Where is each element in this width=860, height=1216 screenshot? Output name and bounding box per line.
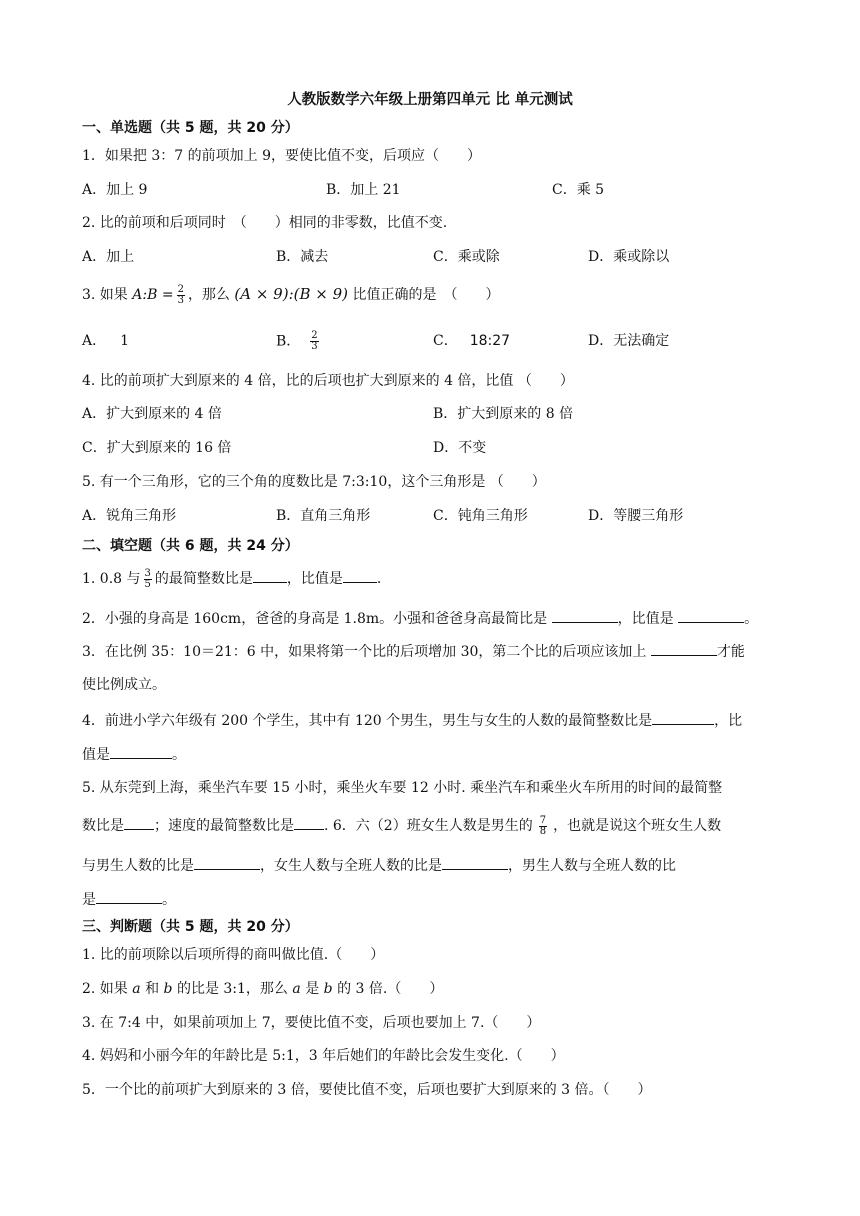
mc-q5-option-b: B．直角三角形 — [276, 508, 371, 524]
section-heading-fill-in: 二、填空题（共 6 题，共 24 分） — [82, 538, 299, 554]
mc-q3-option-b-fraction: $\frac{2}{3}$ — [311, 330, 318, 352]
answer-blank[interactable] — [294, 815, 324, 830]
answer-blank[interactable] — [442, 855, 508, 870]
mc-q3-ratio-expr: A:B = — [132, 287, 174, 303]
fill-q3-line1: 3．在比例 35：10＝21：6 中，如果将第一个比的后项增加 30，第二个比的后项应该加上 才能 — [82, 641, 745, 662]
mc-q3-fraction: $\frac{2}{3}$ — [177, 283, 184, 306]
mc-q4-option-c: C．扩大到原来的 16 倍 — [82, 440, 232, 456]
mc-q2-option-c: C．乘或除 — [433, 249, 500, 265]
judge-q5: 5．一个比的前项扩大到原来的 3 倍，要使比值不变，后项也要扩大到原来的 3 倍。（ ） — [82, 1082, 652, 1098]
mc-q1-stem: 1．如果把 3：7 的前项加上 9，要使比值不变，后项应（ ） — [82, 148, 481, 164]
mc-q2-stem: 2. 比的前项和后项同时 （ ）相同的非零数，比值不变. — [82, 215, 448, 231]
mc-q3-option-a: A． 1 — [82, 333, 130, 349]
mc-q4-option-d: D．不变 — [433, 440, 487, 456]
fill-q4-line1: 4．前进小学六年级有 200 个学生，其中有 120 个男生，男生与女生的人数的最简整数比是 ，比 — [82, 710, 742, 731]
answer-blank[interactable] — [651, 641, 717, 656]
answer-blank[interactable] — [552, 608, 618, 623]
mc-q5-option-d: D．等腰三角形 — [588, 508, 684, 524]
judge-q2: 2. 如果 a 和 b 的比是 3:1，那么 a 是 b 的 3 倍.（ ） — [82, 981, 444, 997]
mc-q2-option-b: B．减去 — [276, 249, 329, 265]
mc-q3-option-d: D．无法确定 — [588, 333, 670, 349]
answer-blank[interactable] — [194, 855, 260, 870]
judge-q3: 3. 在 7:4 中，如果前项加上 7，要使比值不变，后项也要加上 7.（ ） — [82, 1015, 541, 1031]
fill-q5-line4: 是 。 — [82, 889, 176, 910]
mc-q2-option-d: D．乘或除以 — [588, 249, 670, 265]
answer-blank[interactable] — [96, 889, 162, 904]
section-heading-single-choice: 一、单选题（共 5 题，共 20 分） — [82, 120, 299, 136]
mc-q1-option-a: A．加上 9 — [82, 182, 148, 198]
mc-q5-stem: 5. 有一个三角形，它的三个角的度数比是 7:3:10，这个三角形是 （ ） — [82, 474, 546, 490]
fill-q5-line2: 数比是 ；速度的最简整数比是 . 6．六（2）班女生人数是男生的 $\frac{7}{8}$ ，也就是说这个班女生人数 — [82, 814, 722, 837]
fill-q1: 1. 0.8 与 $\frac{3}{5}$ 的最简整数比是 ，比值是 . — [82, 567, 382, 590]
answer-blank[interactable] — [253, 568, 287, 583]
fill-q1-fraction: $\frac{3}{5}$ — [144, 567, 151, 590]
answer-blank[interactable] — [678, 608, 744, 623]
mc-q4-option-b: B．扩大到原来的 8 倍 — [433, 406, 574, 422]
mc-q5-option-c: C．钝角三角形 — [433, 508, 528, 524]
judge-q1: 1. 比的前项除以后项所得的商叫做比值.（ ） — [82, 947, 385, 963]
mc-q3-stem — [82, 284, 499, 306]
section-heading-true-false: 三、判断题（共 5 题，共 20 分） — [82, 919, 299, 935]
mc-q3-expr: (A × 9):(B × 9) — [234, 285, 349, 303]
page-title: 人教版数学六年级上册第四单元 比 单元测试 — [287, 92, 573, 108]
mc-q4-stem: 4. 比的前项扩大到原来的 4 倍，比的后项也扩大到原来的 4 倍，比值 （ ） — [82, 373, 574, 389]
judge-q4: 4. 妈妈和小丽今年的年龄比是 5:1，3 年后她们的年龄比会发生变化.（ ） — [82, 1048, 565, 1064]
mc-q3-mid: ，那么 — [187, 287, 230, 303]
answer-blank[interactable] — [124, 815, 154, 830]
fill-q5-line1: 5. 从东莞到上海，乘坐汽车要 15 小时，乘坐火车要 12 小时. 乘坐汽车和乘坐火车所用的时间的最简整 — [82, 780, 723, 796]
mc-q3-option-b: B． $\frac{2}{3}$ — [276, 330, 318, 352]
mc-q1-option-b: B．加上 21 — [326, 182, 401, 198]
fill-q3-line2: 使比例成立。 — [82, 677, 166, 693]
mc-q2-option-a: A．加上 — [82, 249, 135, 265]
fill-q5-line3: 与男生人数的比是 ，女生人数与全班人数的比是 ，男生人数与全班人数的比 — [82, 855, 676, 876]
answer-blank[interactable] — [652, 710, 714, 725]
fill-q6-fraction: $\frac{7}{8}$ — [539, 814, 547, 837]
answer-blank[interactable] — [110, 744, 172, 759]
mc-q1-option-c: C．乘 5 — [552, 182, 605, 198]
mc-q4-option-a: A．扩大到原来的 4 倍 — [82, 406, 222, 422]
mc-q3-option-c: C． 18:27 — [433, 333, 511, 349]
mc-q3-suffix: 比值正确的是 （ ） — [352, 287, 500, 303]
fill-q2: 2．小强的身高是 160cm，爸爸的身高是 1.8m。小强和爸爸身高最简比是 ，比值是 。 — [82, 608, 758, 629]
mc-q3-prefix: 3. 如果 — [82, 287, 128, 303]
fill-q4-line2: 值是 。 — [82, 744, 186, 765]
mc-q5-option-a: A．锐角三角形 — [82, 508, 177, 524]
answer-blank[interactable] — [343, 568, 377, 583]
